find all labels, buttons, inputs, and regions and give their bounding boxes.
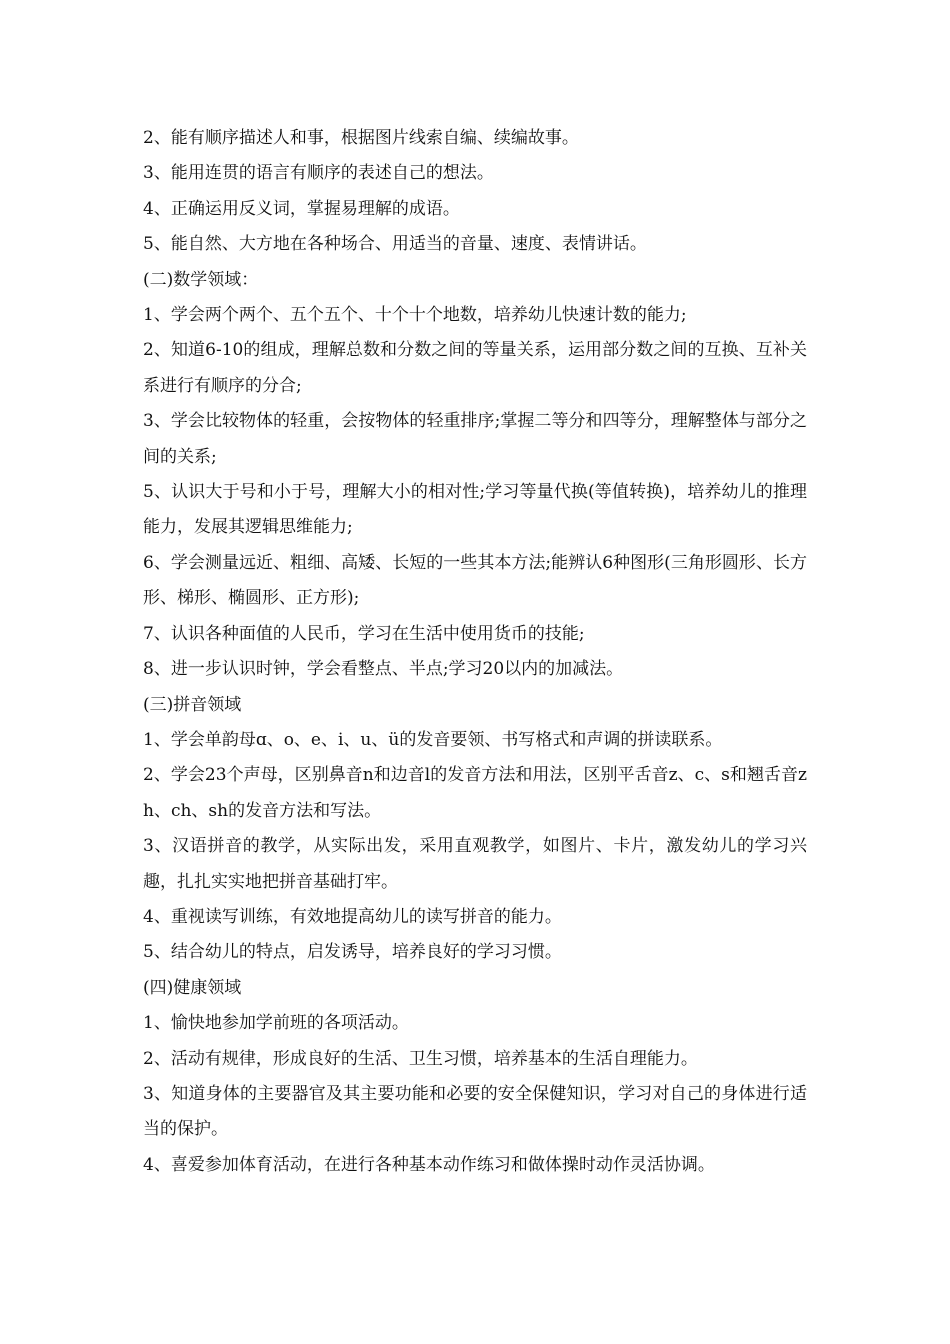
paragraph-language-2: 2、能有顺序描述人和事，根据图片线索自编、续编故事。 [143, 128, 579, 148]
paragraph-pinyin-1: 1、学会单韵母ɑ、o、e、i、u、ü的发音要领、书写格式和声调的拼读联系。 [143, 729, 723, 750]
section-heading-health: (四)健康领域 [143, 977, 242, 998]
paragraph-math-2: 2、知道6-10的组成，理解总数和分数之间的等量关系，运用部分数之间的互换、互补关系进行有顺序的分合; [143, 340, 807, 396]
paragraph-health-3: 3、知道身体的主要器官及其主要功能和必要的安全保健知识，学习对自己的身体进行适当的保护。 [143, 1083, 807, 1140]
paragraph-math-5: 5、认识大于号和小于号，理解大小的相对性;学习等量代换(等值转换)，培养幼儿的推理能力，发展其逻辑思维能力; [143, 482, 807, 538]
paragraph-health-2: 2、活动有规律，形成良好的生活、卫生习惯，培养基本的生活自理能力。 [143, 1048, 698, 1069]
paragraph-math-3: 3、学会比较物体的轻重，会按物体的轻重排序;掌握二等分和四等分，理解整体与部分之间的关系; [143, 411, 807, 467]
paragraph-language-4: 4、正确运用反义词，掌握易理解的成语。 [143, 198, 460, 219]
paragraph-math-1: 1、学会两个两个、五个五个、十个十个地数，培养幼儿快速计数的能力; [143, 305, 687, 326]
paragraph-pinyin-4: 4、重视读写训练，有效地提高幼儿的读写拼音的能力。 [143, 906, 562, 927]
paragraph-math-7: 7、认识各种面值的人民币，学习在生活中使用货币的技能; [143, 623, 585, 644]
document-body [143, 121, 807, 1183]
paragraph-pinyin-2: 2、学会23个声母，区别鼻音n和边音l的发音方法和用法，区别平舌音z、c、s和翘舌音zh、ch、sh的发音方法和写法。 [143, 765, 807, 821]
paragraph-pinyin-3: 3、汉语拼音的教学，从实际出发，采用直观教学，如图片、卡片，激发幼儿的学习兴趣，扎扎实实地把拼音基础打牢。 [143, 836, 807, 892]
paragraph-health-1: 1、愉快地参加学前班的各项活动。 [143, 1013, 409, 1034]
paragraph-language-5: 5、能自然、大方地在各种场合、用适当的音量、速度、表情讲话。 [143, 234, 647, 255]
section-heading-pinyin: (三)拼音领域 [143, 694, 242, 715]
section-heading-math: (二)数学领域： [143, 269, 259, 290]
paragraph-pinyin-5: 5、结合幼儿的特点，启发诱导，培养良好的学习习惯。 [143, 942, 562, 963]
paragraph-language-3: 3、能用连贯的语言有顺序的表述自己的想法。 [143, 163, 494, 184]
paragraph-math-6: 6、学会测量远近、粗细、高矮、长短的一些其本方法;能辨认6种图形(三角形圆形、长方形、梯形、椭圆形、正方形); [143, 552, 807, 609]
paragraph-math-8: 8、进一步认识时钟，学会看整点、半点;学习20以内的加减法。 [143, 659, 624, 680]
paragraph-health-4: 4、喜爱参加体育活动，在进行各种基本动作练习和做体操时动作灵活协调。 [143, 1154, 715, 1175]
